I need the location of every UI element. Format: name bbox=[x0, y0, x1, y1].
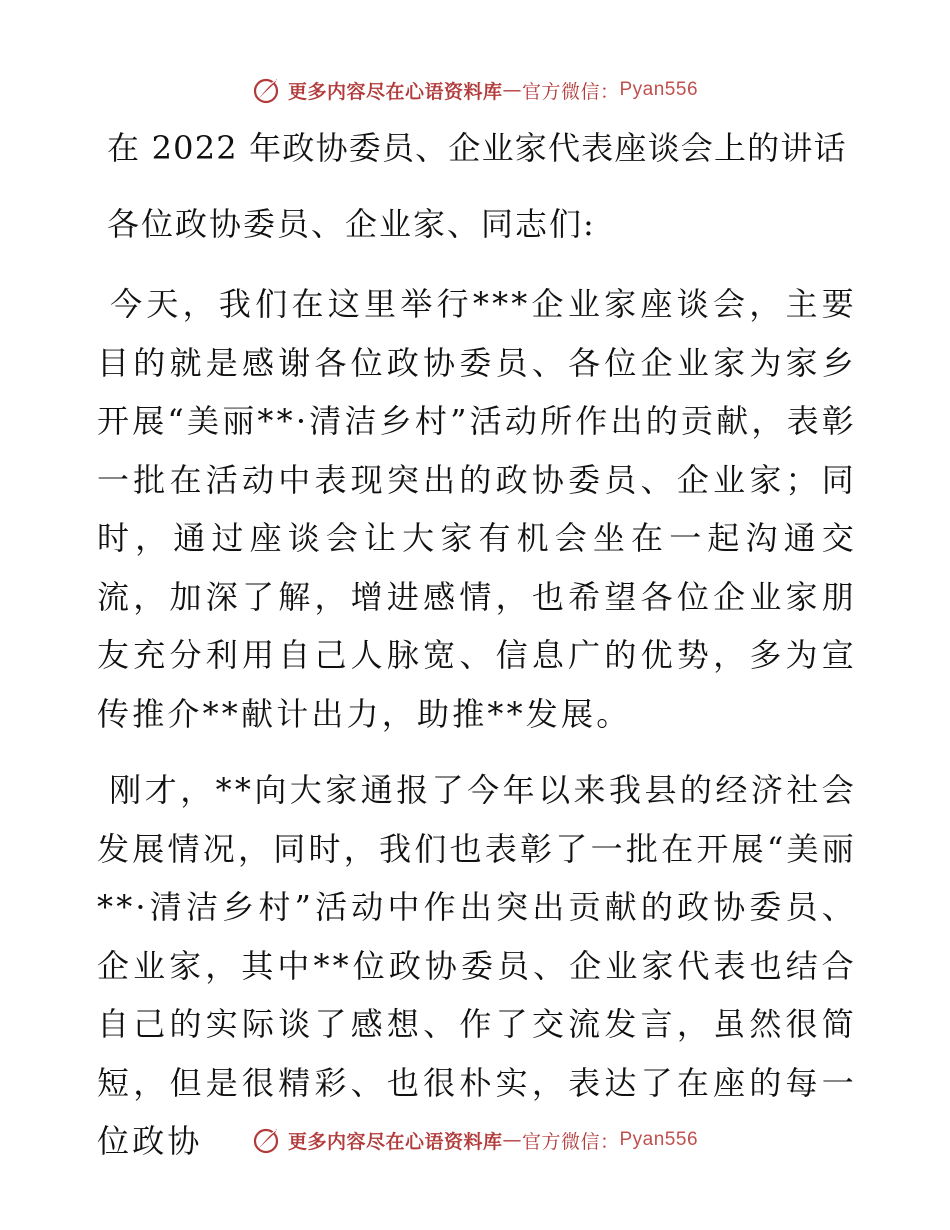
quill-pen-logo-icon bbox=[252, 75, 282, 105]
document-title: 在 2022 年政协委员、企业家代表座谈会上的讲话 bbox=[107, 129, 847, 167]
watermark-official-label: 官方微信： bbox=[521, 80, 620, 103]
watermark-separator: — bbox=[502, 79, 522, 101]
header-watermark bbox=[0, 70, 950, 110]
document-body bbox=[97, 125, 857, 1189]
watermark-wechat-id: Pyan556 bbox=[619, 1129, 699, 1150]
watermark-wechat-id: Pyan556 bbox=[619, 79, 699, 100]
paragraph-1-text: 今天，我们在这里举行***企业家座谈会，主要目的就是感谢各位政协委员、各位企业家为家乡开展“美丽**·清洁乡村”活动所作出的贡献，表彰一批在活动中表现突出的政协委员、企业家；同时，通过座谈会让大家有机会坐在一起沟通交流，加深了解，增进感情，也希望各位企业家朋友充分利用自己人脉宽、信息广的优势，多为宣传推介**献计出力，助推**发展。 bbox=[97, 285, 857, 733]
watermark-official-label: 官方微信： bbox=[521, 1130, 620, 1153]
document-salutation: 各位政协委员、企业家、同志们: bbox=[107, 205, 596, 243]
quill-pen-logo-icon bbox=[252, 1125, 282, 1155]
footer-watermark bbox=[0, 1120, 950, 1160]
watermark-separator: — bbox=[502, 1129, 522, 1151]
paragraph-2-text: 刚才，**向大家通报了今年以来我县的经济社会发展情况，同时，我们也表彰了一批在开展“美丽**·清洁乡村”活动中作出突出贡献的政协委员、企业家，其中**位政协委员、企业家代表也结合自己的实际谈了感想、作了交流发言，虽然很简短，但是很精彩、也很朴实，表达了在座的每一位政协 bbox=[97, 771, 857, 1160]
paragraph-2 bbox=[97, 761, 857, 1171]
watermark-main-text: 更多内容尽在心语资料库 bbox=[287, 1130, 503, 1153]
watermark-main-text: 更多内容尽在心语资料库 bbox=[287, 80, 503, 103]
paragraph-1 bbox=[97, 275, 857, 743]
